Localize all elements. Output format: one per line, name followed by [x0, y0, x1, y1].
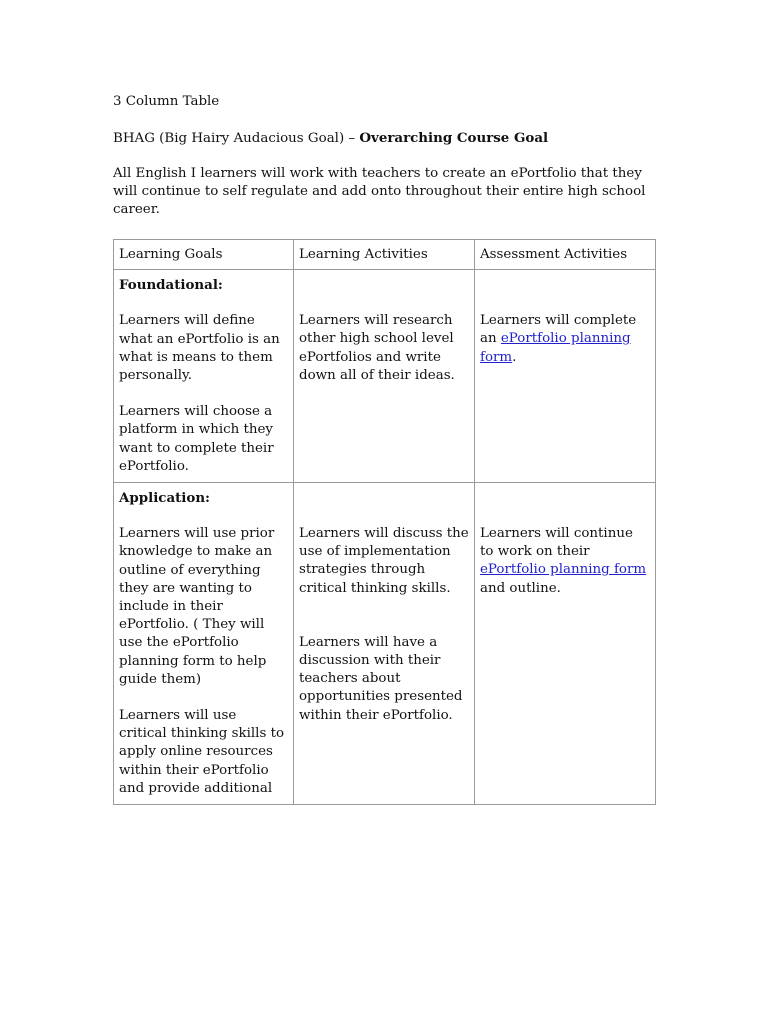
- foundational-activities-cell: [294, 270, 475, 483]
- foundational-activity: Learners will research other high school level ePortfolios and write down all of their ideas.: [299, 313, 455, 383]
- foundational-assessment-text: Learners will complete an: [480, 313, 637, 347]
- application-assessment: [480, 525, 650, 598]
- foundational-heading: Foundational:: [119, 277, 223, 294]
- application-assessment-text: Learners will continue to work on their: [480, 526, 633, 560]
- three-column-table: [113, 239, 656, 805]
- foundational-goal: Learners will define what an ePortfolio is an what is means to them personally.: [119, 313, 280, 384]
- application-heading: Application:: [119, 490, 211, 507]
- application-goals-cell: [114, 483, 294, 805]
- foundational-assessment: [480, 312, 650, 367]
- application-goal: Learners will use critical thinking skills to apply online resources within their ePortfolio and provide additional: [119, 708, 285, 796]
- application-activity: Learners will discuss the use of implementation strategies through critical thinking skills.: [299, 526, 469, 596]
- bhag-heading: [113, 129, 673, 148]
- eportfolio-planning-form-link[interactable]: ePortfolio planning form: [480, 331, 631, 365]
- application-activity: Learners will have a discussion with their teachers about opportunities presented within their ePortfolio.: [299, 634, 463, 723]
- header-assessment-activities: Assessment Activities: [475, 240, 656, 270]
- document-title: 3 Column Table: [113, 94, 220, 109]
- bhag-goal-title: Overarching Course Goal: [359, 130, 549, 146]
- bhag-label: BHAG (Big Hairy Audacious Goal) –: [113, 131, 360, 146]
- application-assessment-suffix: and outline.: [480, 580, 561, 596]
- application-goal: Learners will use prior knowledge to make an outline of everything they are wanting to include in their ePortfolio. ( They will use the ePortfolio planning form to help guide them): [119, 526, 275, 687]
- eportfolio-planning-form-link[interactable]: ePortfolio planning form: [480, 562, 647, 578]
- header-learning-activities: Learning Activities: [294, 240, 475, 270]
- application-assessment-cell: [475, 483, 656, 805]
- course-goal-text: All English I learners will work with teachers to create an ePortfolio that they will continue to self regulate and add onto throughout their entire high school career.: [113, 166, 646, 218]
- header-learning-goals: Learning Goals: [114, 240, 294, 270]
- foundational-assessment-cell: [475, 270, 656, 483]
- table-header-row: [114, 240, 656, 270]
- table-row-application: [114, 483, 656, 805]
- table-row-foundational: [114, 270, 656, 483]
- application-activities-cell: [294, 483, 475, 805]
- foundational-assessment-suffix: .: [512, 349, 517, 365]
- foundational-goals-cell: [114, 270, 294, 483]
- foundational-goal: Learners will choose a platform in which they want to complete their ePortfolio.: [119, 404, 274, 474]
